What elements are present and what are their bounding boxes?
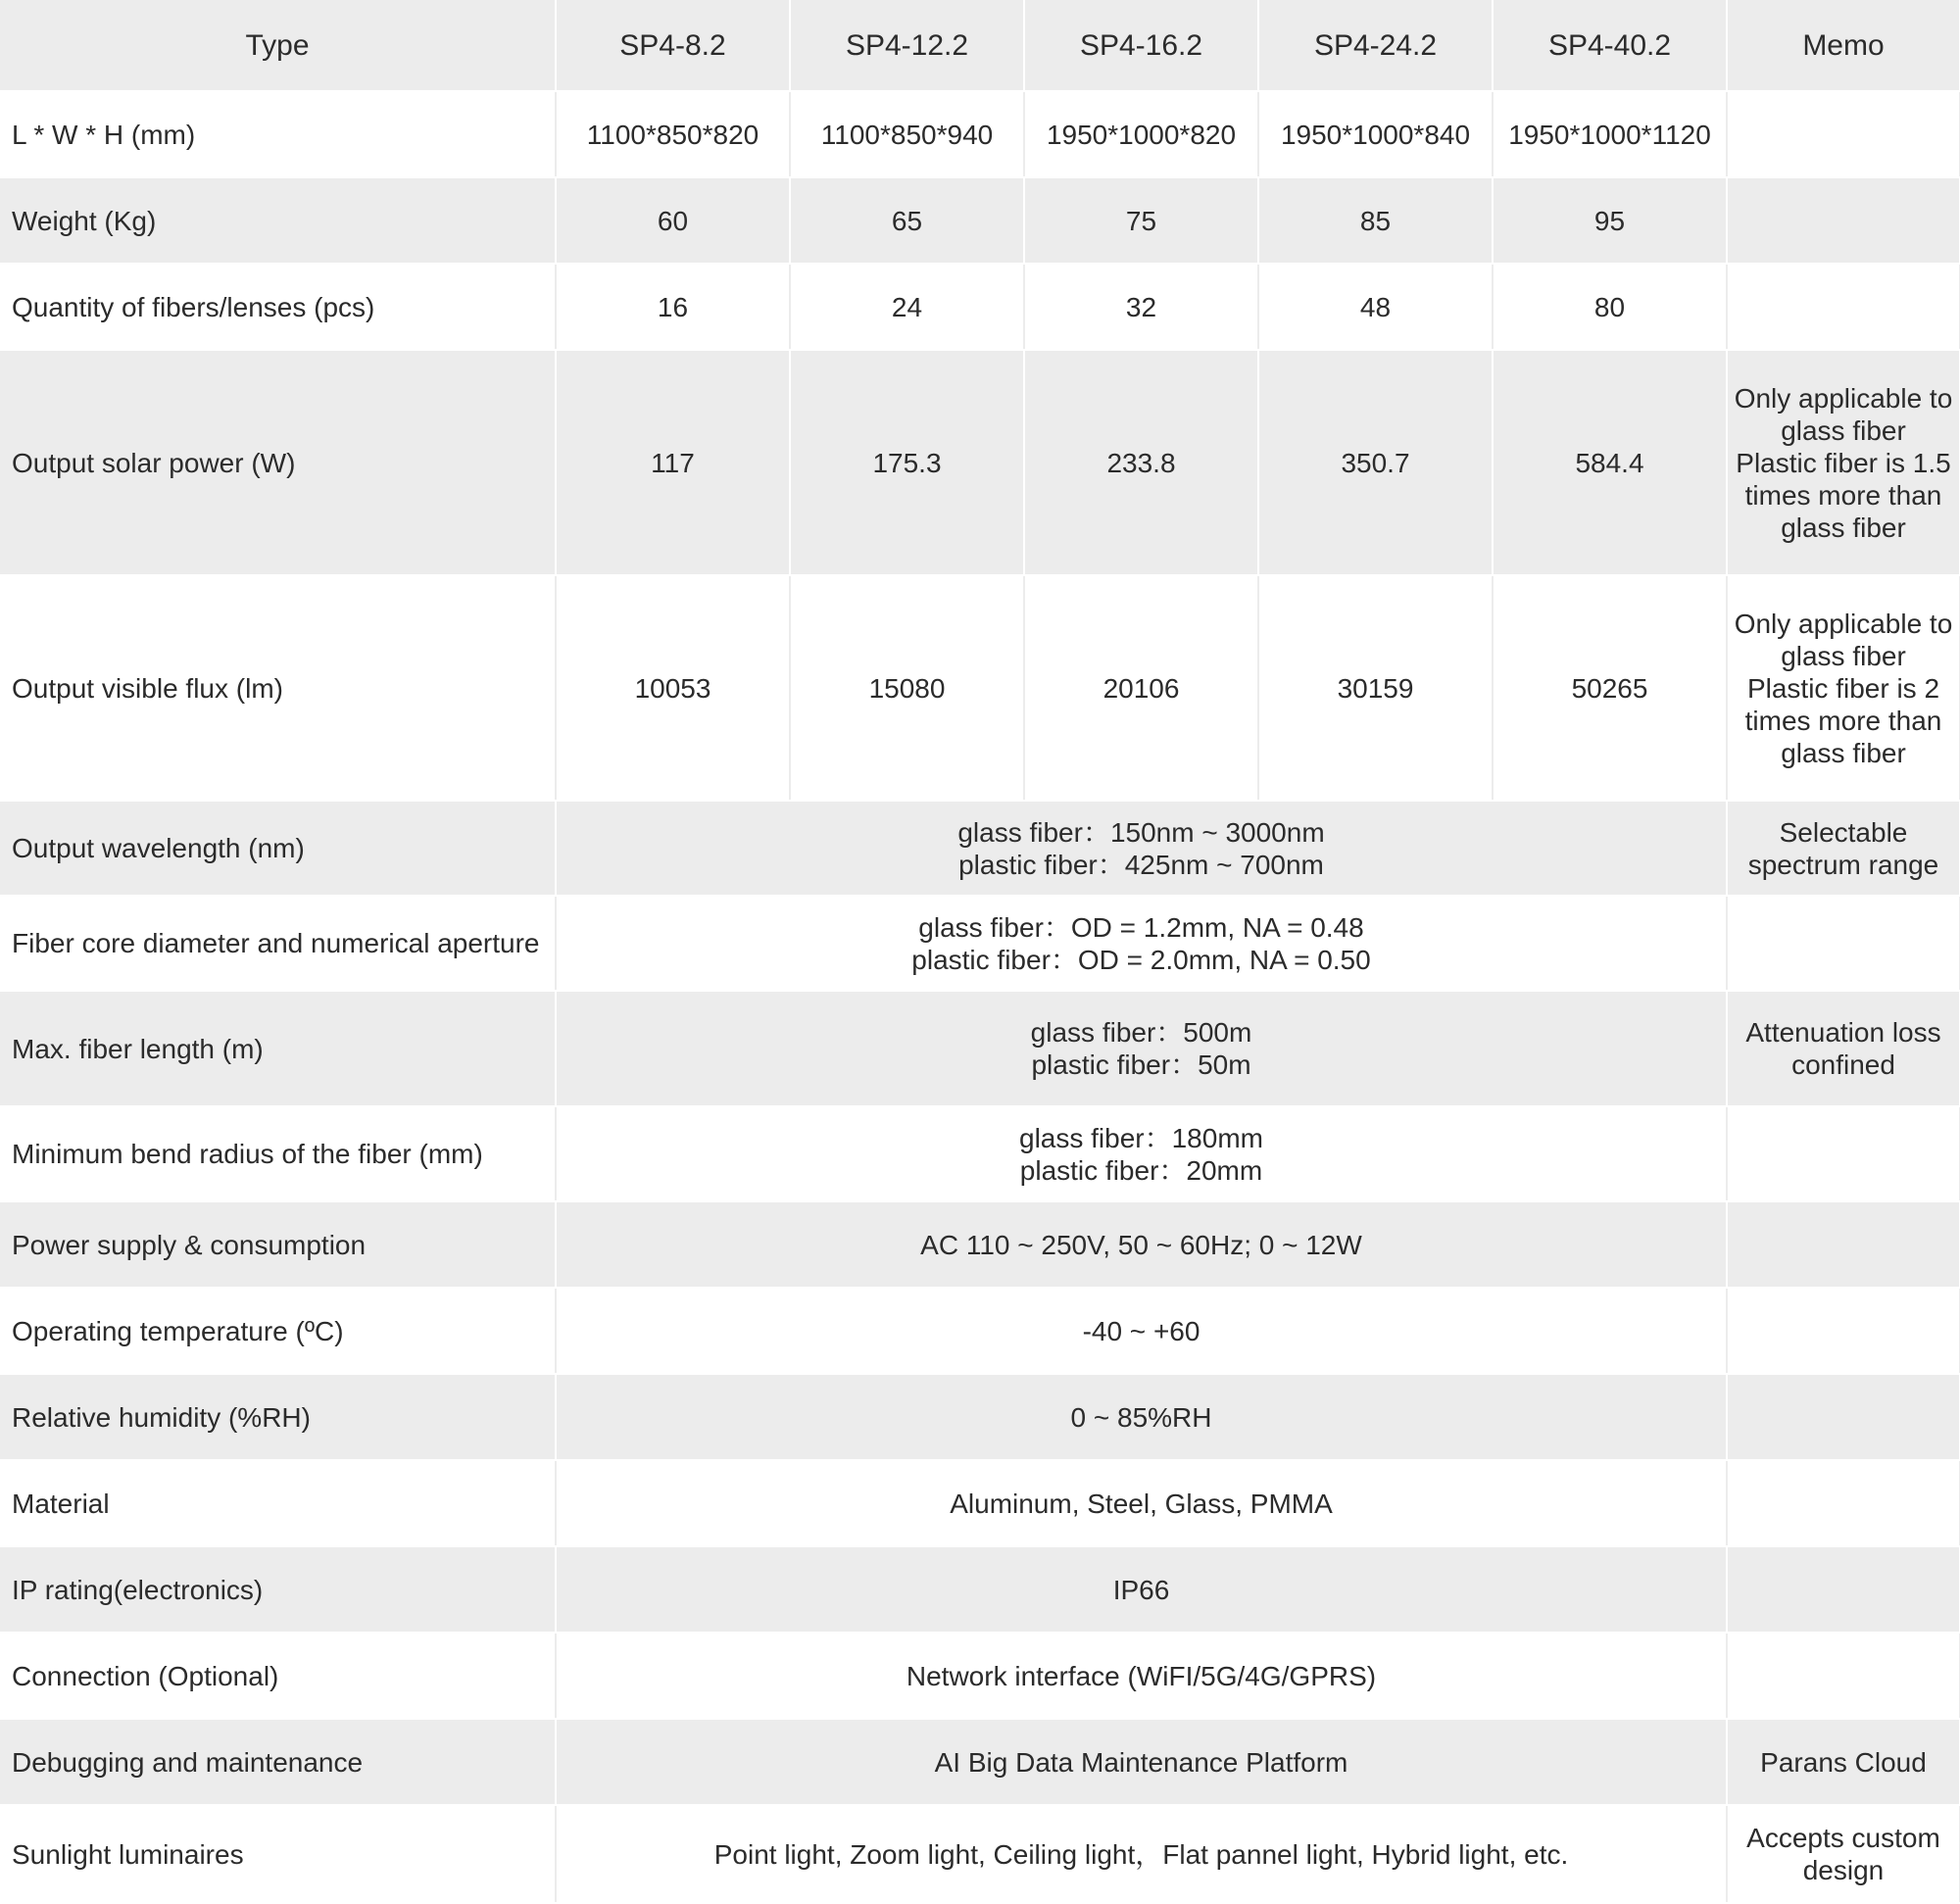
cell-value: -40 ~ +60 — [556, 1288, 1727, 1374]
memo-line: Only applicable to — [1734, 608, 1953, 639]
header-model: SP4-8.2 — [556, 0, 790, 91]
memo-line: Attenuation loss — [1745, 1017, 1941, 1048]
cell-value: 15080 — [790, 575, 1024, 801]
value-line: plastic fiber：OD = 2.0mm, NA = 0.50 — [911, 944, 1371, 975]
row-solar-power — [0, 350, 1960, 575]
row-power-supply — [0, 1201, 1960, 1288]
row-humidity — [0, 1374, 1960, 1460]
row-material — [0, 1460, 1960, 1546]
cell-value: 1100*850*820 — [556, 91, 790, 177]
cell-memo — [1727, 1805, 1960, 1903]
row-bend-radius — [0, 1106, 1960, 1201]
cell-memo — [1727, 991, 1960, 1106]
header-memo: Memo — [1727, 0, 1960, 91]
row-core-diameter — [0, 896, 1960, 991]
cell-memo — [1727, 1546, 1960, 1633]
cell-value: 350.7 — [1258, 350, 1493, 575]
row-label: Quantity of fibers/lenses (pcs) — [0, 264, 556, 350]
memo-line: Plastic fiber is 1.5 — [1736, 447, 1951, 478]
cell-value: 117 — [556, 350, 790, 575]
memo-line: Plastic fiber is 2 — [1746, 672, 1940, 704]
cell-value: 10053 — [556, 575, 790, 801]
cell-value: 32 — [1024, 264, 1258, 350]
cell-memo — [1727, 1106, 1960, 1201]
cell-memo — [1727, 1288, 1960, 1374]
row-visible-flux — [0, 575, 1960, 801]
header-type: Type — [0, 0, 556, 91]
row-label: Operating temperature (ºC) — [0, 1288, 556, 1374]
row-label: Max. fiber length (m) — [0, 991, 556, 1106]
cell-value: 95 — [1493, 177, 1727, 264]
cell-memo — [1727, 575, 1960, 801]
row-weight — [0, 177, 1960, 264]
row-label: Connection (Optional) — [0, 1633, 556, 1719]
cell-value: 233.8 — [1024, 350, 1258, 575]
memo-line: times more than — [1744, 705, 1942, 736]
memo-line: Only applicable to — [1734, 382, 1953, 414]
memo-line: glass fiber — [1781, 512, 1906, 543]
memo-line: confined — [1791, 1050, 1895, 1080]
row-label: Output visible flux (lm) — [0, 575, 556, 801]
cell-value: 1950*1000*1120 — [1493, 91, 1727, 177]
row-quantity — [0, 264, 1960, 350]
cell-value: 65 — [790, 177, 1024, 264]
cell-value — [556, 801, 1727, 896]
row-fiber-length — [0, 991, 1960, 1106]
row-label: Output wavelength (nm) — [0, 801, 556, 896]
row-label: Fiber core diameter and numerical aperture — [0, 896, 556, 991]
cell-value: AI Big Data Maintenance Platform — [556, 1719, 1727, 1805]
memo-line: glass fiber — [1781, 415, 1906, 446]
cell-memo — [1727, 1460, 1960, 1546]
header-model: SP4-24.2 — [1258, 0, 1493, 91]
cell-value — [556, 896, 1727, 991]
cell-value: Aluminum, Steel, Glass, PMMA — [556, 1460, 1727, 1546]
cell-memo — [1727, 264, 1960, 350]
cell-memo: Parans Cloud — [1727, 1719, 1960, 1805]
value-line: plastic fiber：425nm ~ 700nm — [958, 849, 1324, 880]
row-label: Material — [0, 1460, 556, 1546]
row-dimensions — [0, 91, 1960, 177]
header-row — [0, 0, 1960, 91]
row-label: L * W * H (mm) — [0, 91, 556, 177]
cell-value — [556, 1106, 1727, 1201]
row-label: Power supply & consumption — [0, 1201, 556, 1288]
cell-memo — [1727, 177, 1960, 264]
cell-value: 50265 — [1493, 575, 1727, 801]
cell-value: 60 — [556, 177, 790, 264]
header-model: SP4-16.2 — [1024, 0, 1258, 91]
memo-line: Selectable — [1779, 816, 1908, 848]
row-label: Minimum bend radius of the fiber (mm) — [0, 1106, 556, 1201]
cell-value: 20106 — [1024, 575, 1258, 801]
row-label: Sunlight luminaires — [0, 1805, 556, 1903]
row-luminaires — [0, 1805, 1960, 1903]
cell-value: 1950*1000*820 — [1024, 91, 1258, 177]
header-model: SP4-12.2 — [790, 0, 1024, 91]
cell-value: 24 — [790, 264, 1024, 350]
cell-value: Point light, Zoom light, Ceiling light，Flat pannel light, Hybrid light, etc. — [556, 1805, 1727, 1903]
cell-value: Network interface (WiFI/5G/4G/GPRS) — [556, 1633, 1727, 1719]
cell-memo — [1727, 896, 1960, 991]
header-model: SP4-40.2 — [1493, 0, 1727, 91]
row-ip-rating — [0, 1546, 1960, 1633]
value-line: glass fiber：500m — [1030, 1017, 1252, 1048]
cell-value: 75 — [1024, 177, 1258, 264]
row-label: IP rating(electronics) — [0, 1546, 556, 1633]
cell-memo — [1727, 1374, 1960, 1460]
cell-value: AC 110 ~ 250V, 50 ~ 60Hz; 0 ~ 12W — [556, 1201, 1727, 1288]
memo-line: glass fiber — [1781, 737, 1906, 768]
row-label: Debugging and maintenance — [0, 1719, 556, 1805]
cell-memo — [1727, 801, 1960, 896]
value-line: glass fiber：180mm — [1019, 1122, 1263, 1153]
cell-value: 1100*850*940 — [790, 91, 1024, 177]
row-temperature — [0, 1288, 1960, 1374]
memo-line: glass fiber — [1781, 640, 1906, 671]
value-line: plastic fiber：20mm — [1019, 1154, 1263, 1186]
cell-value: 1950*1000*840 — [1258, 91, 1493, 177]
value-line: glass fiber：150nm ~ 3000nm — [957, 816, 1325, 848]
cell-value: 48 — [1258, 264, 1493, 350]
cell-value: 175.3 — [790, 350, 1024, 575]
cell-memo — [1727, 91, 1960, 177]
cell-value: 80 — [1493, 264, 1727, 350]
value-line: plastic fiber：50m — [1031, 1050, 1251, 1080]
row-label: Weight (Kg) — [0, 177, 556, 264]
cell-memo — [1727, 1633, 1960, 1719]
memo-line: times more than — [1744, 479, 1942, 511]
row-connection — [0, 1633, 1960, 1719]
memo-line: Accepts custom — [1746, 1823, 1940, 1853]
memo-line: design — [1802, 1855, 1885, 1885]
cell-memo — [1727, 350, 1960, 575]
cell-value: 584.4 — [1493, 350, 1727, 575]
row-label: Relative humidity (%RH) — [0, 1374, 556, 1460]
value-line: glass fiber：OD = 1.2mm, NA = 0.48 — [918, 911, 1364, 943]
cell-value — [556, 991, 1727, 1106]
cell-value: 85 — [1258, 177, 1493, 264]
cell-memo — [1727, 1201, 1960, 1288]
memo-line: spectrum range — [1747, 849, 1939, 880]
cell-value: 0 ~ 85%RH — [556, 1374, 1727, 1460]
cell-value: 16 — [556, 264, 790, 350]
row-maintenance — [0, 1719, 1960, 1805]
cell-value: 30159 — [1258, 575, 1493, 801]
cell-value: IP66 — [556, 1546, 1727, 1633]
row-label: Output solar power (W) — [0, 350, 556, 575]
row-wavelength — [0, 801, 1960, 896]
